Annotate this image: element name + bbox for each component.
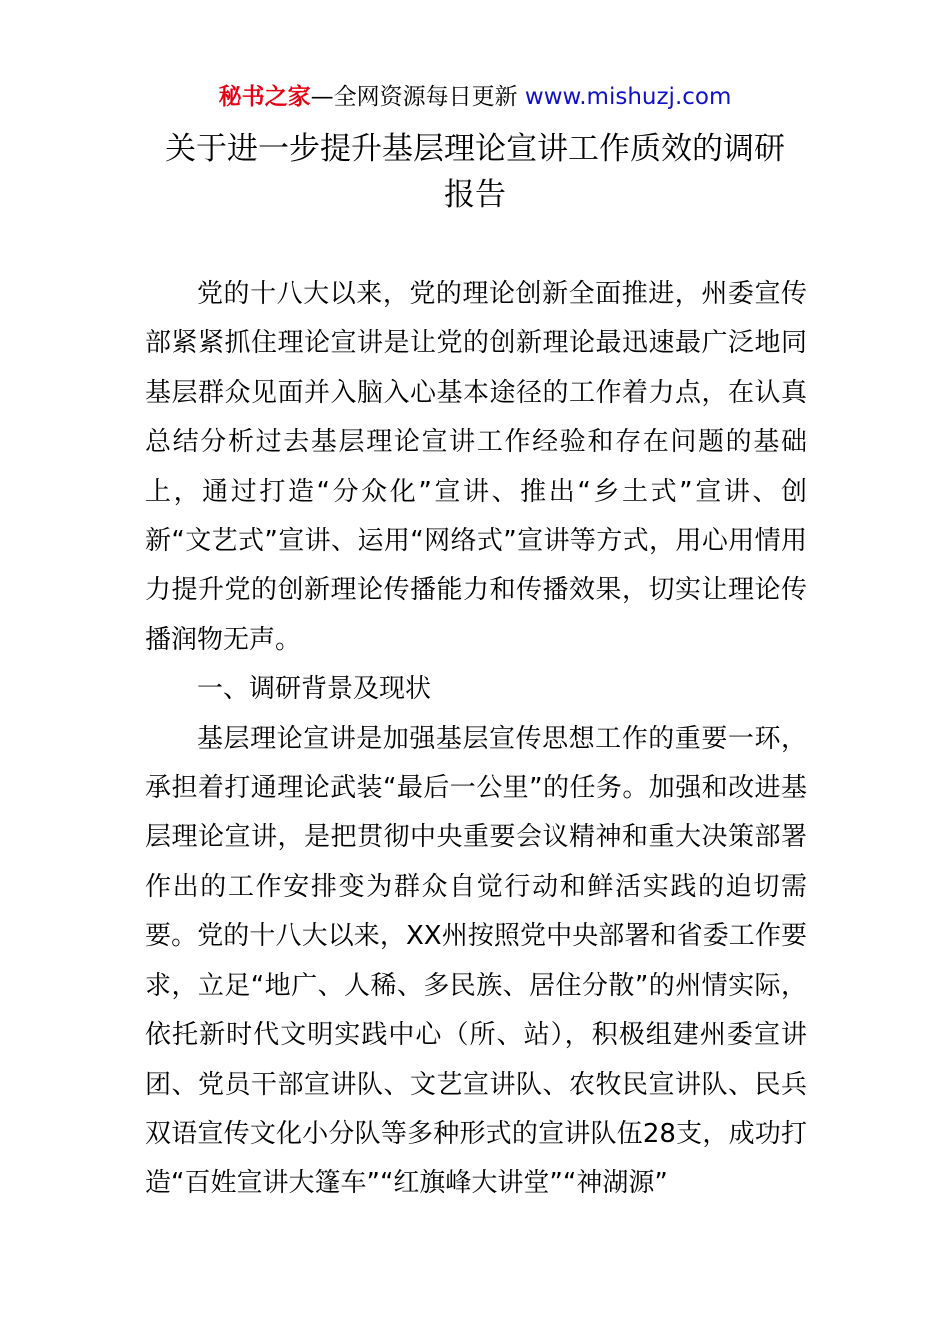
title-line-1: 关于进一步提升基层理论宣讲工作质效的调研 [165,131,785,167]
title-line-2: 报告 [444,177,506,213]
document-title [140,126,810,218]
intro-paragraph: 党的十八大以来，党的理论创新全面推进，州委宣传部紧紧抓住理论宣讲是让党的创新理论最迅速最广泛地同基层群众见面并入脑入心基本途径的工作着力点，在认真总结分析过去基层理论宣讲工作经验和存在问题的基础上，通过打造“分众化”宣讲、推出“乡土式”宣讲、创新“文艺式”宣讲、运用“网络式”宣讲等方式，用心用情用力提升党的创新理论传播能力和传播效果，切实让理论传播润物无声。 [145,279,807,655]
banner-tagline: —全网资源每日更新 [310,84,518,110]
brand-name: 秘书之家 [218,84,311,110]
site-banner [0,80,950,114]
section-1-paragraph: 基层理论宣讲是加强基层宣传思想工作的重要一环，承担着打通理论武装“最后一公里”的任务。加强和改进基层理论宣讲，是把贯彻中央重要会议精神和重大决策部署作出的工作安排变为群众自觉行动和鲜活实践的迫切需要。党的十八大以来，XX州按照党中央部署和省委工作要求，立足“地广、人稀、多民族、居住分散”的州情实际，依托新时代文明实践中心（所、站），积极组建州委宣讲团、党员干部宣讲队、文艺宣讲队、农牧民宣讲队、民兵双语宣传文化小分队等多种形式的宣讲队伍28支，成功打造“百姓宣讲大篷车”“红旗峰大讲堂”“神湖源” [145,723,807,1199]
site-url-link[interactable]: www.mishuzj.com [524,84,732,110]
document-body [145,270,807,1209]
section-heading-1: 一、调研背景及现状 [197,674,432,705]
